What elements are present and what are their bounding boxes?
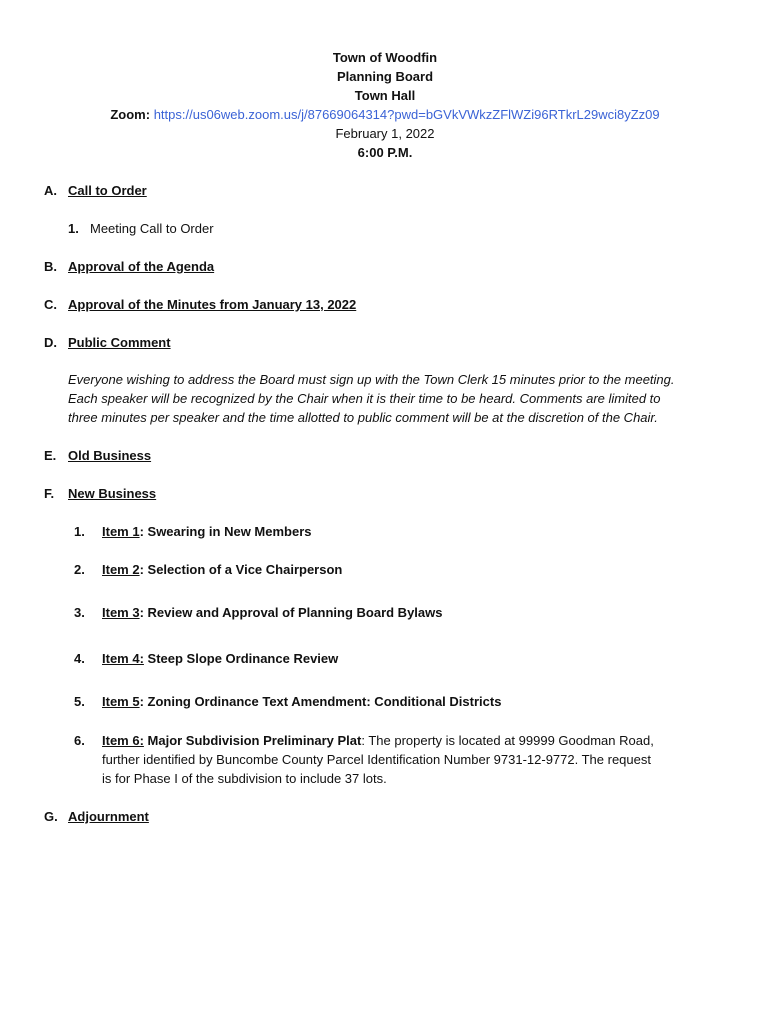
- meeting-time: 6:00 P.M.: [357, 145, 413, 160]
- item-text-line: further identified by Buncombe County Parcel Identification Number 9731-12-9772. The request: [102, 752, 651, 767]
- section-title: Call to Order: [68, 183, 147, 198]
- item-label: Item 3: [102, 605, 140, 620]
- new-business-item-2: [74, 560, 342, 579]
- section-letter: D.: [44, 335, 57, 350]
- item-number: 3.: [74, 605, 85, 620]
- zoom-line: [0, 105, 770, 124]
- item-text: : Selection of a Vice Chairperson: [139, 562, 343, 577]
- item-label: Item 2: [102, 562, 140, 577]
- section-title: Adjournment: [68, 809, 149, 824]
- item-text-line: is for Phase I of the subdivision to include 37 lots.: [102, 771, 387, 786]
- section-b: [44, 257, 214, 276]
- item-number: 1.: [68, 221, 79, 236]
- public-comment-text: [68, 370, 728, 427]
- comment-line: Each speaker will be recognized by the Chair when it is their time to be heard. Comments are limited to: [68, 391, 661, 406]
- comment-line: three minutes per speaker and the time allotted to public comment will be at the discretion of the Chair.: [68, 410, 658, 425]
- call-to-order-item: [68, 219, 214, 238]
- section-title: Approval of the Agenda: [68, 259, 215, 274]
- item-text: Steep Slope Ordinance Review: [143, 651, 339, 666]
- section-letter: B.: [44, 259, 57, 274]
- item-number: 5.: [74, 694, 85, 709]
- section-c: [44, 295, 356, 314]
- zoom-link[interactable]: https://us06web.zoom.us/j/87669064314?pwd=bGVkVWkzZFlWZi96RTkrL29wci8yZz09: [153, 107, 660, 122]
- new-business-item-6: [74, 731, 714, 788]
- section-e: [44, 446, 151, 465]
- section-title: New Business: [68, 486, 157, 501]
- new-business-item-1: [74, 522, 312, 541]
- section-letter: E.: [44, 448, 57, 463]
- section-f: [44, 484, 156, 503]
- item-text: : Review and Approval of Planning Board Bylaws: [139, 605, 443, 620]
- section-letter: C.: [44, 297, 57, 312]
- section-title: Approval of the Minutes from January 13, 2022: [68, 297, 357, 312]
- item-number: 2.: [74, 562, 85, 577]
- location: Town Hall: [354, 88, 416, 103]
- board-name: Planning Board: [336, 69, 434, 84]
- org-name: Town of Woodfin: [332, 50, 438, 65]
- item-title: Major Subdivision Preliminary Plat: [143, 733, 362, 748]
- meeting-date: February 1, 2022: [335, 126, 435, 141]
- item-text: : Zoning Ordinance Text Amendment: Conditional Districts: [139, 694, 502, 709]
- item-text: : The property is located at 99999 Goodman Road,: [361, 733, 654, 748]
- new-business-item-3: [74, 603, 442, 622]
- section-title: Old Business: [68, 448, 152, 463]
- item-text: Meeting Call to Order: [90, 221, 214, 236]
- item-number: 4.: [74, 651, 85, 666]
- item-label: Item 5: [102, 694, 140, 709]
- section-letter: G.: [44, 809, 58, 824]
- item-number: 1.: [74, 524, 85, 539]
- zoom-label: Zoom:: [110, 107, 151, 122]
- item-label: Item 4:: [102, 651, 144, 666]
- comment-line: Everyone wishing to address the Board must sign up with the Town Clerk 15 minutes prior to the meeting.: [68, 372, 675, 387]
- section-letter: F.: [44, 486, 55, 501]
- section-a: [44, 181, 147, 200]
- item-label: Item 1: [102, 524, 140, 539]
- section-d: [44, 333, 171, 352]
- new-business-item-4: [74, 649, 338, 668]
- new-business-item-5: [74, 692, 501, 711]
- item-number: 6.: [74, 733, 85, 748]
- section-letter: A.: [44, 183, 57, 198]
- section-g: [44, 807, 149, 826]
- item-label: Item 6:: [102, 733, 144, 748]
- section-title: Public Comment: [68, 335, 171, 350]
- item-text: : Swearing in New Members: [139, 524, 312, 539]
